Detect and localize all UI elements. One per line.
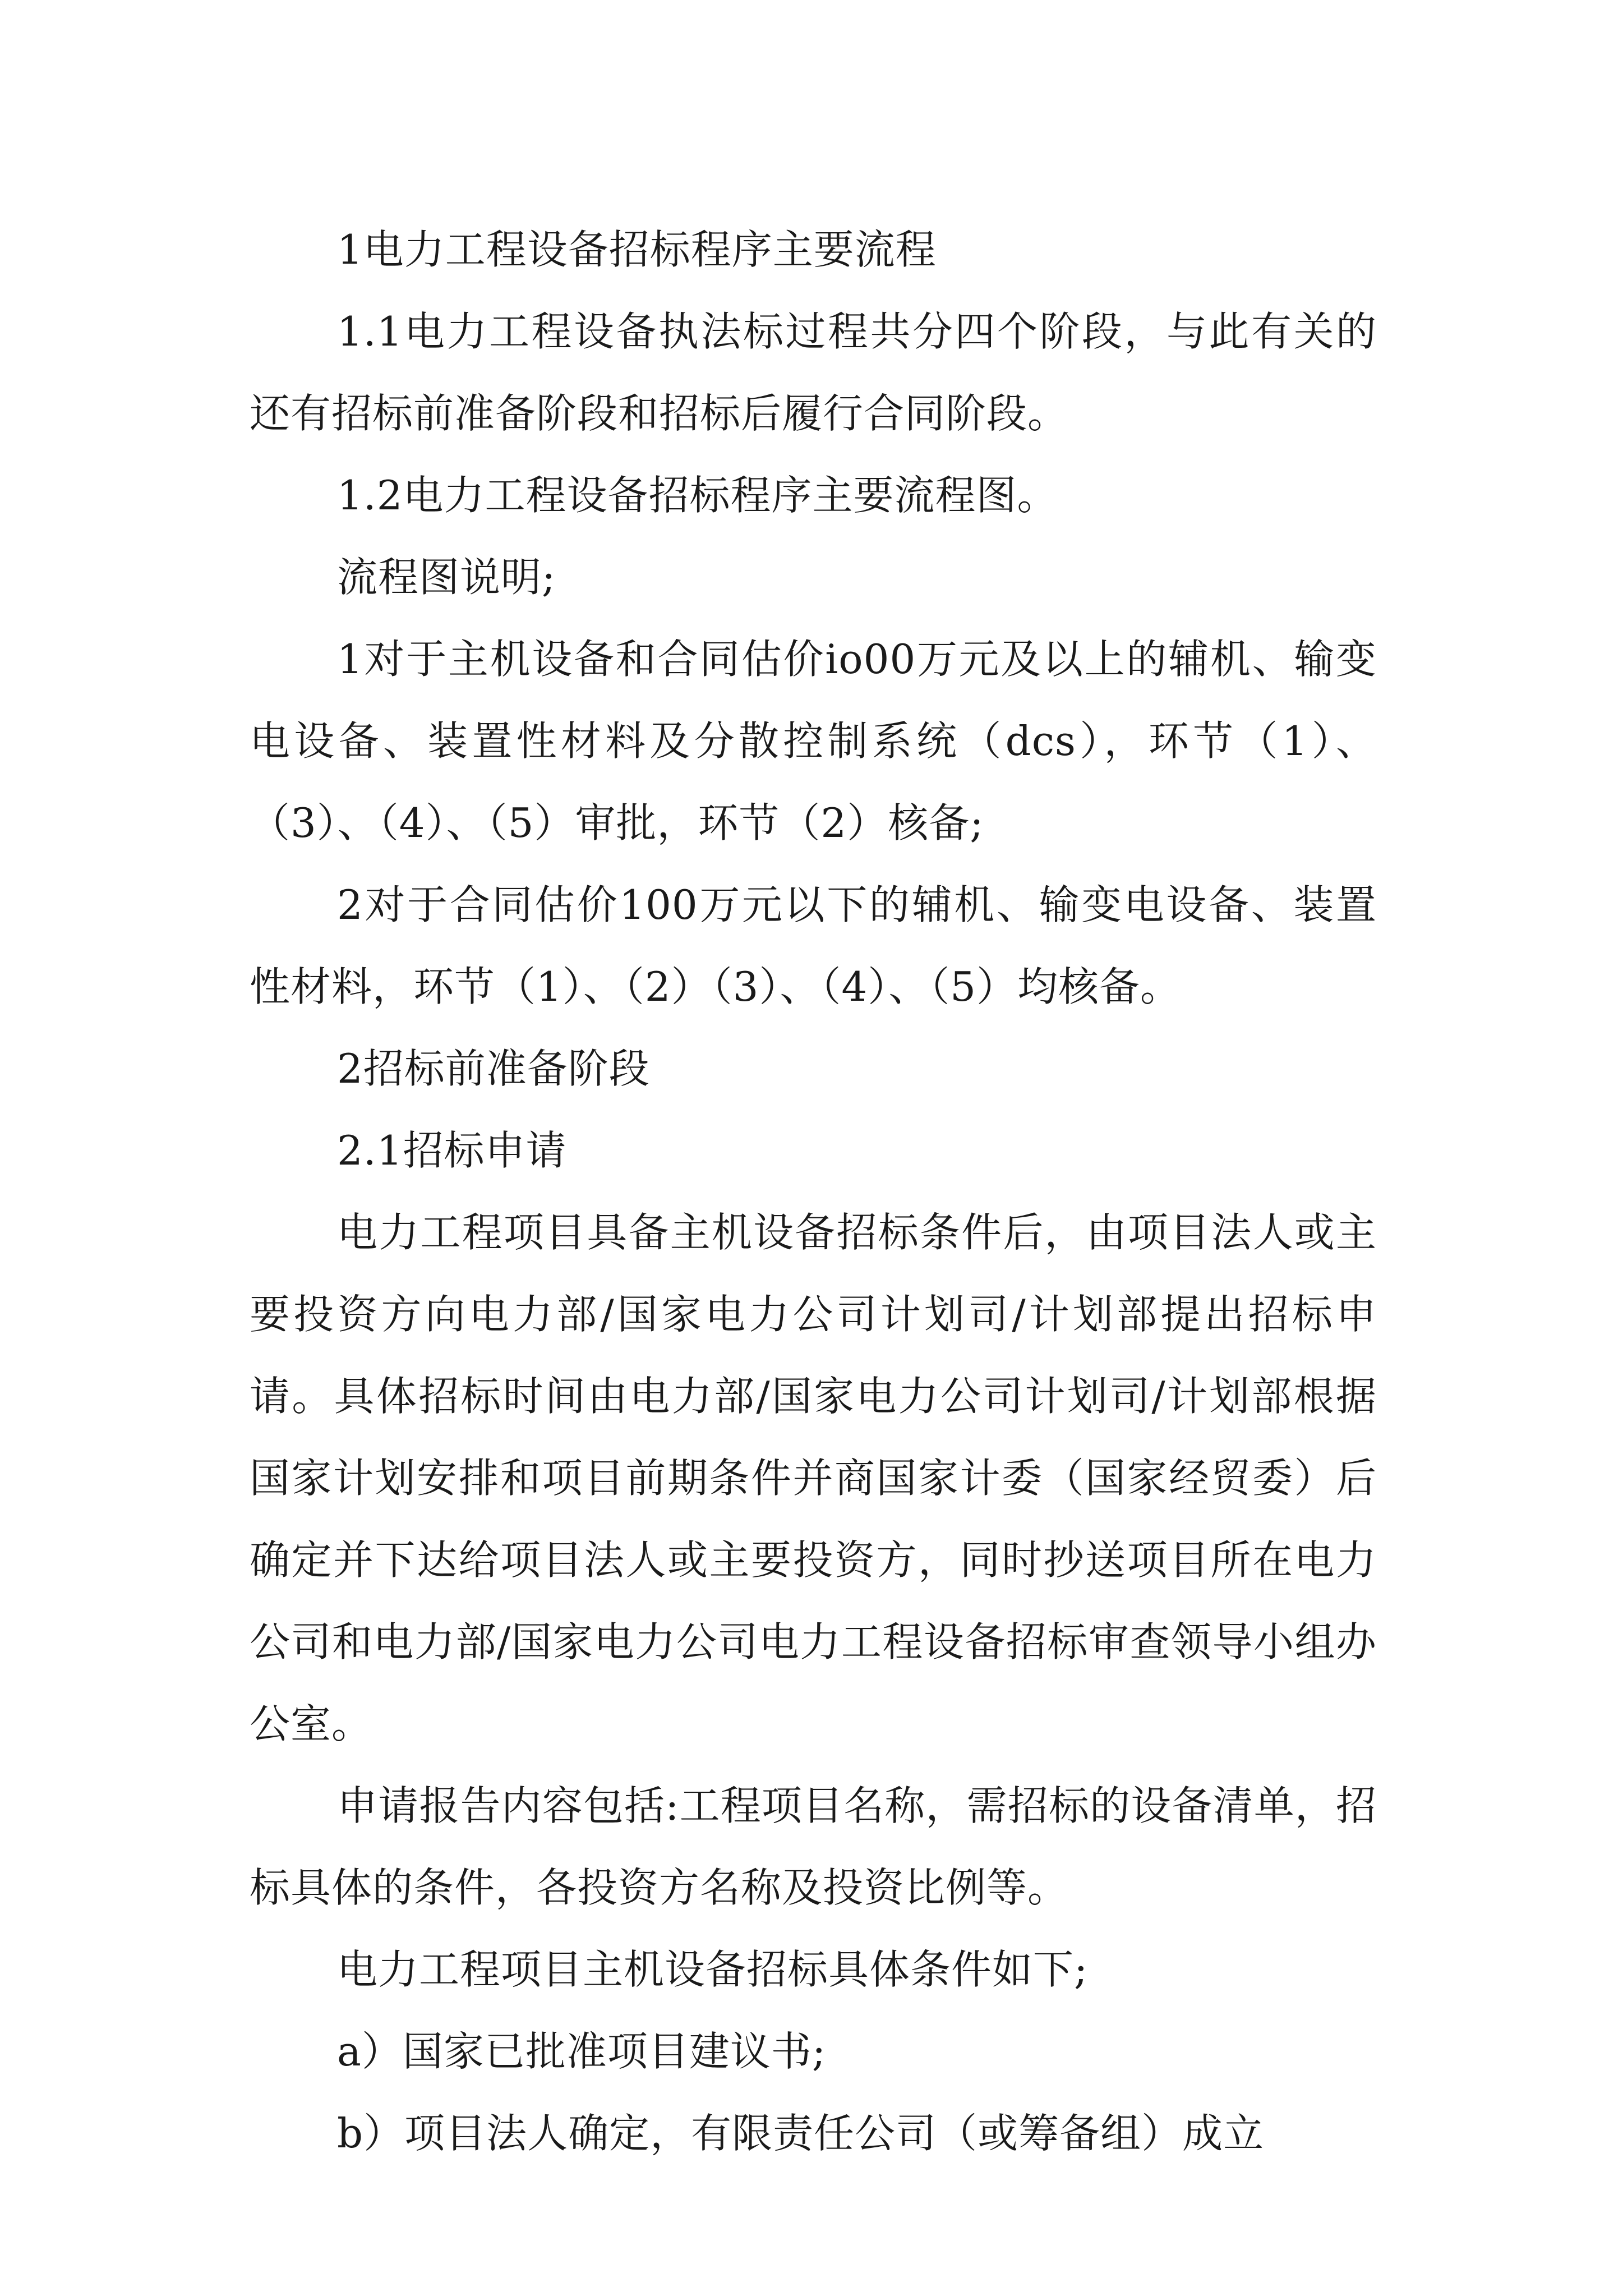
flowchart-note-1: 1对于主机设备和合同估价io00万元及以上的辅机、输变电设备、装置性材料及分散控制系统（dcs），环节（1）、（3）、（4）、（5）审批，环节（2）核备;: [250, 636, 1377, 846]
document-body: [250, 209, 1377, 2174]
heading-section-2: 2招标前准备阶段: [337, 1045, 650, 1092]
paragraph-application: 电力工程项目具备主机设备招标条件后，由项目法人或主要投资方向电力部/国家电力公司计划司/计划部提出招标申请。具体招标时间由电力部/国家电力公司计划司/计划部根据国家计划安排和项目前期条件并商国家计委（国家经贸委）后确定并下达给项目法人或主要投资方，同时抄送项目所在电力公司和电力部/国家电力公司电力工程设备招标审查领导小组办公室。: [250, 1209, 1377, 1747]
heading-section-1: 1电力工程设备招标程序主要流程: [337, 226, 937, 273]
flowchart-note-2: 2对于合同估价100万元以下的辅机、输变电设备、装置性材料，环节（1）、（2）（3）、（4）、（5）均核备。: [250, 881, 1377, 1010]
condition-item-b: b）项目法人确定，有限责任公司（或筹备组）成立: [337, 2110, 1265, 2157]
flowchart-note-title: 流程图说明;: [337, 554, 556, 601]
paragraph-1-1: 1.1电力工程设备执法标过程共分四个阶段，与此有关的还有招标前准备阶段和招标后履行合同阶段。: [250, 308, 1377, 437]
paragraph-report-content: 申请报告内容包括:工程项目名称，需招标的设备清单，招标具体的条件，各投资方名称及投资比例等。: [250, 1782, 1377, 1911]
heading-section-2-1: 2.1招标申请: [337, 1127, 567, 1174]
condition-item-a: a）国家已批准项目建议书;: [337, 2028, 827, 2075]
paragraph-conditions-intro: 电力工程项目主机设备招标具体条件如下;: [337, 1946, 1089, 1993]
paragraph-1-2: 1.2电力工程设备招标程序主要流程图。: [337, 472, 1058, 519]
